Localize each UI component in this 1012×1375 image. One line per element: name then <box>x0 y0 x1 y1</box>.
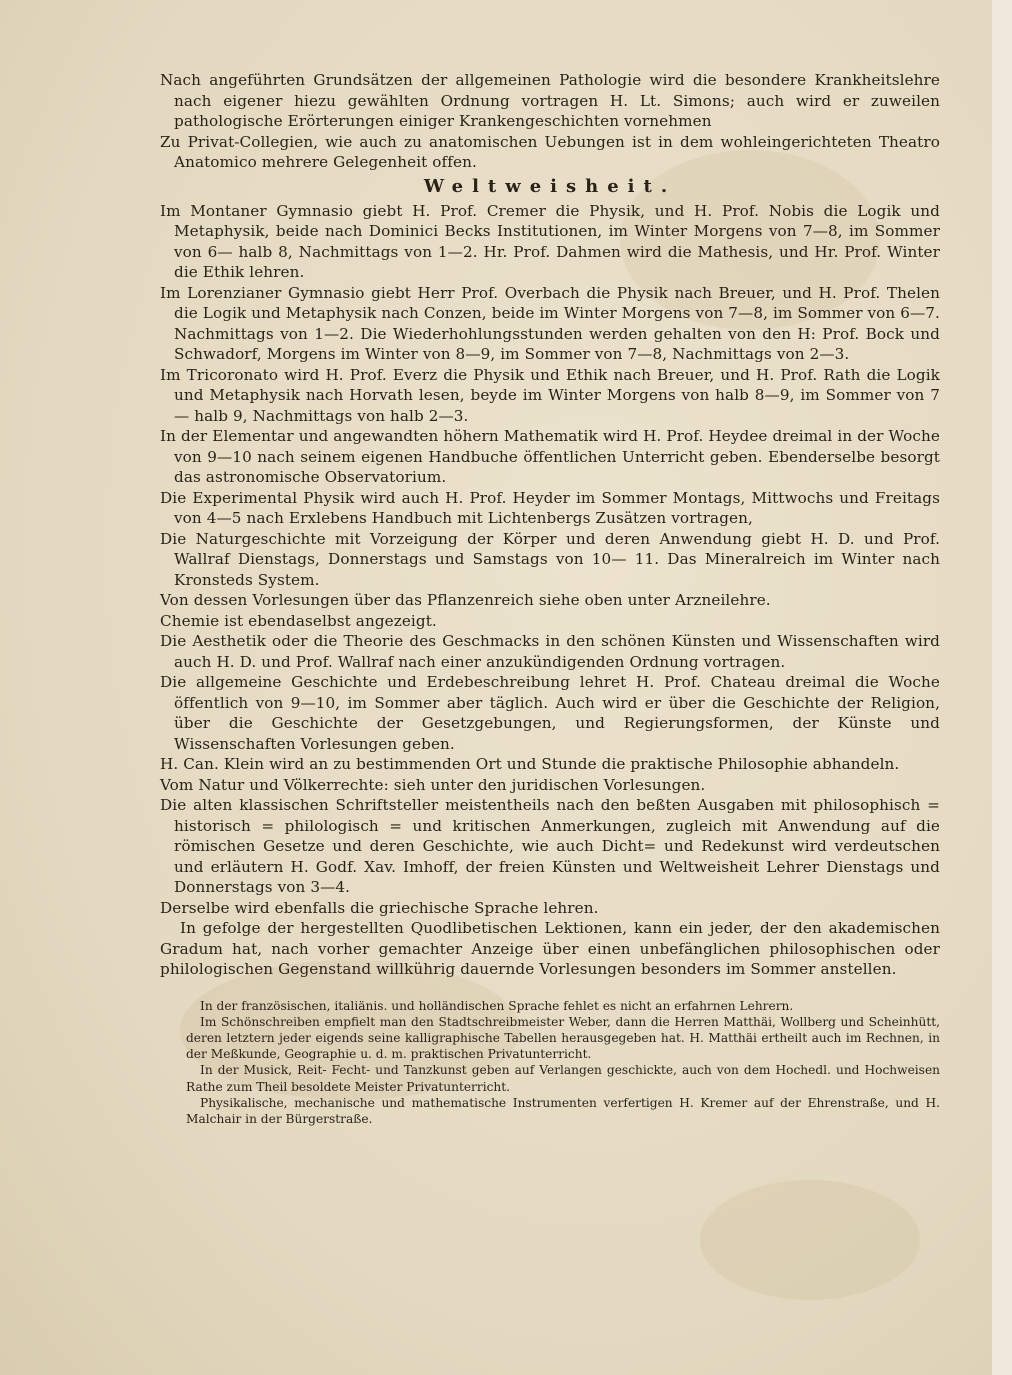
note-schoenschreiben: Im Schönschreiben empfielt man den Stadtschreibmeister Weber, dann die Herren Matthäi, Wollberg und Scheinhütt, deren letztern jeder eigends seine kalligraphische Tabellen herausgegeben hat. H. Matthäi ertheilt auch im Rechnen, in der Meßkunde, Geographie u. d. m. praktischen Privatunterricht. <box>186 1014 940 1062</box>
paragraph-montaner: Im Montaner Gymnasio giebt H. Prof. Cremer die Physik, und H. Prof. Nobis die Logik und Metaphysik, beide nach Dominici Becks Institutionen, im Winter Morgens von 7—8, im Sommer von 6— halb 8, Nachmittags von 1—2. Hr. Prof. Dahmen wird die Mathesis, und Hr. Prof. Winter die Ethik lehren. <box>160 201 940 281</box>
paragraph-experimental-physik: Die Experimental Physik wird auch H. Prof. Heyder im Sommer Montags, Mittwochs und Freitags von 4—5 nach Erxlebens Handbuch mit Lichtenbergs Zusätzen vortragen, <box>160 488 940 527</box>
paragraph-chemie: Chemie ist ebendaselbst angezeigt. <box>160 611 437 630</box>
paragraph-philosophie: H. Can. Klein wird an zu bestimmenden Ort und Stunde die praktische Philosophie abhandeln. <box>160 755 900 773</box>
section-heading: Weltweisheit. <box>423 175 677 197</box>
note-musik: In der Musick, Reit- Fecht- und Tanzkunst geben auf Verlangen geschickte, auch von dem Hochedl. und Hochweisen Rathe zum Theil besoldete Meister Privatunterricht. <box>186 1063 940 1094</box>
paragraph-tricoronato: Im Tricoronato wird H. Prof. Everz die Physik und Ethik nach Breuer, und H. Prof. Rath die Logik und Metaphysik nach Horvath lesen, beyde im Winter Morgens von halb 8—9, im Sommer von 7— halb 9, Nachmittags von halb 2—3. <box>160 365 940 425</box>
intro-paragraph-2: Zu Privat-Collegien, wie auch zu anatomischen Uebungen ist in dem wohleingerichteten Theatro Anatomico mehrere Gelegenheit offen. <box>160 132 940 171</box>
main-text <box>160 70 940 1127</box>
paragraph-geschichte: Die allgemeine Geschichte und Erdebeschreibung lehret H. Prof. Chateau dreimal die Woche öffentlich von 9—10, im Sommer aber täglich. Auch wird er über die Geschichte der Religion, über die Geschichte der Gesetzgebungen, und Regierungsformen, der Künste und Wissenschaften Vorlesungen geben. <box>160 673 940 753</box>
paragraph-mathematik: In der Elementar und angewandten höhern Mathematik wird H. Prof. Heydee dreimal in der Woche von 9—10 nach seinem eigenen Handbuche öffentlichen Unterricht geben. Ebenderselbe besorgt das astronomische Observatorium. <box>160 427 940 486</box>
paragraph-aesthetik: Die Aesthetik oder die Theorie des Geschmacks in den schönen Künsten und Wissenschaften wird auch H. D. und Prof. Wallraf nach einer anzukündigenden Ordnung vortragen. <box>160 632 940 671</box>
paragraph-schriftsteller: Die alten klassischen Schriftsteller meistentheils nach den beßten Ausgaben mit philosophisch = historisch = philologisch = und kritischen Anmerkungen, zugleich mit Anwendung auf die römischen Gesetze und deren Geschichte, wie auch Dicht= und Redekunst wird verdeutschen und erläutern H. Godf. Xav. Imhoff, der freien Künsten und Weltweisheit Lehrer Dienstags und Donnerstags von 3—4. <box>160 796 940 896</box>
note-instrumente: Physikalische, mechanische und mathematische Instrumenten verfertigen H. Kremer auf der Ehrenstraße, und H. Malchair in der Bürgerstraße. <box>186 1095 940 1126</box>
page-edge <box>992 0 1012 1375</box>
note-sprachen: In der französischen, italiänis. und holländischen Sprache fehlet es nicht an erfahrnen Lehrern. <box>200 998 794 1013</box>
intro-paragraph-1: Nach angeführten Grundsätzen der allgemeinen Pathologie wird die besondere Krankheitslehre nach eigener hiezu gewählten Ordnung vortragen H. Lt. Simons; auch wird er zuweilen pathologische Erörterungen einiger Krankengeschichten vornehmen <box>160 71 940 130</box>
paragraph-naturgeschichte: Die Naturgeschichte mit Vorzeigung der Körper und deren Anwendung giebt H. D. und Prof. Wallraf Dienstags, Donnerstags und Samstags von 10— 11. Das Mineralreich im Winter nach Kronsteds System. <box>160 529 940 589</box>
paragraph-lorenzianer: Im Lorenzianer Gymnasio giebt Herr Prof. Overbach die Physik nach Breuer, und H. Prof. Thelen die Logik und Metaphysik nach Conzen, beide im Winter Morgens von 7—8, im Sommer von 6—7. Nachmittags von 1—2. Die Wiederhohlungsstunden werden gehalten von den H: Prof. Bock und Schwadorf, Morgens im Winter von 8—9, im Sommer von 7—8, Nachmittags von 2—3. <box>160 283 940 363</box>
paragraph-quodlibet: In gefolge der hergestellten Quodlibetischen Lektionen, kann ein jeder, der den akademischen Gradum hat, nach vorher gemachter Anzeige über einen unbefänglichen philosophischen oder philologischen Gegenstand willkührig dauernde Vorlesungen besonders im Sommer anstellen. <box>160 919 940 978</box>
paragraph-pflanzenreich: Von dessen Vorlesungen über das Pflanzenreich siehe oben unter Arzneilehre. <box>160 591 771 609</box>
paragraph-naturrecht: Vom Natur und Völkerrechte: sieh unter den juridischen Vorlesungen. <box>160 775 706 794</box>
paragraph-griechisch: Derselbe wird ebenfalls die griechische Sprache lehren. <box>160 898 599 917</box>
notes-block <box>160 998 940 1128</box>
